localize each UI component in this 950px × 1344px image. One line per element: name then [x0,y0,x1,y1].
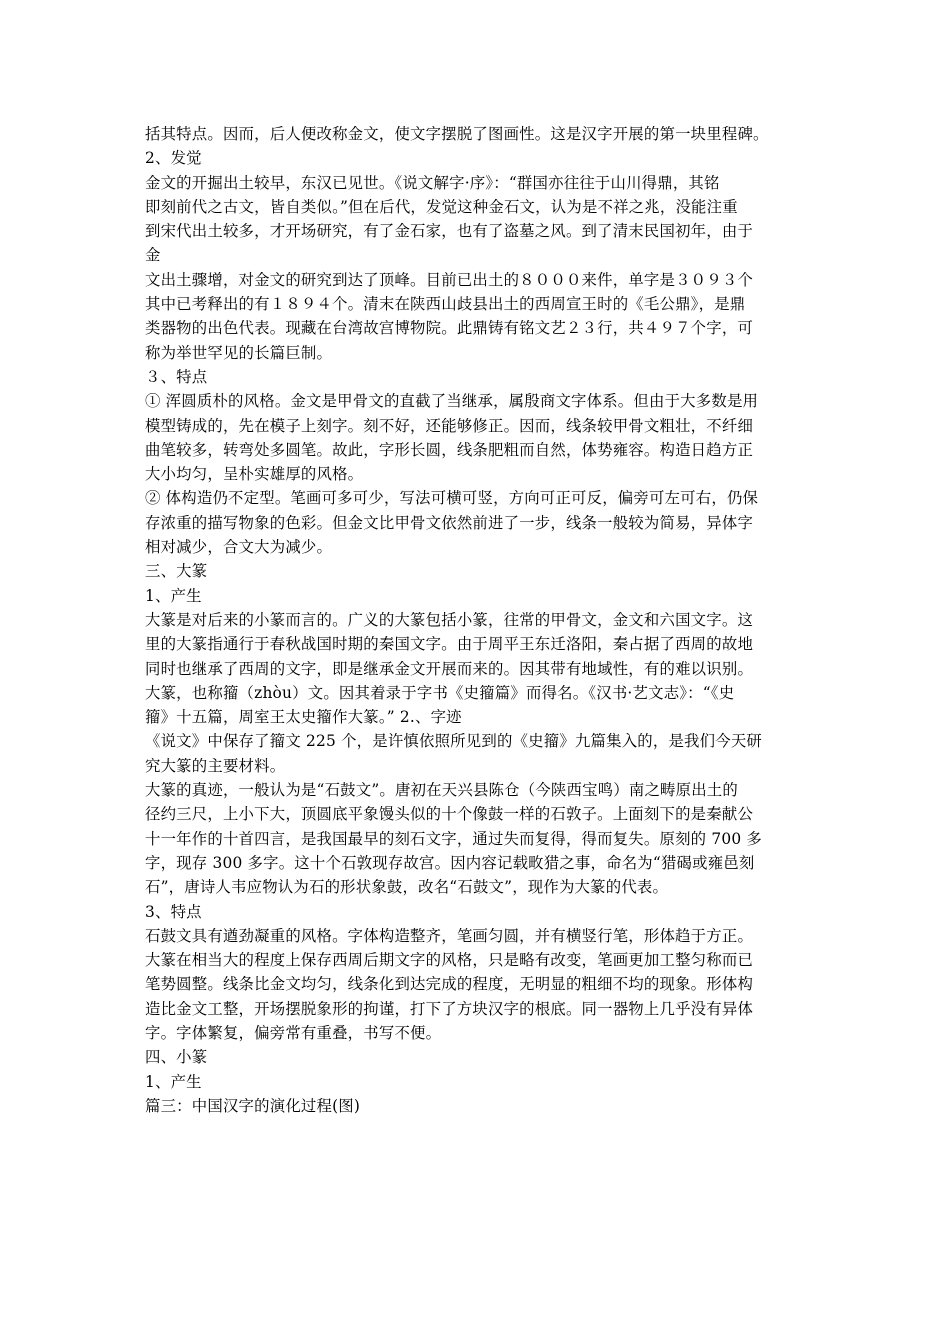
text-line: 文出土骤增，对金文的研究到达了顶峰。目前已出土的８０００来件，单字是３０９３个 [145,270,754,289]
text-line: ① 浑圆质朴的风格。金文是甲骨文的直截了当继承，属殷商文字体系。但由于大多数是用 [145,392,759,411]
text-line: 《说文》中保存了籀文 225 个，是许慎依照所见到的《史籀》九篇集入的，是我们今天研 [145,732,763,751]
text-line: 同时也继承了西周的文字，即是继承金文开展而来的。因其带有地域性，有的难以识别。 [145,659,754,678]
text-line: 2、发觉 [145,149,202,168]
text-line: 金文的开掘出土较早，东汉已见世。《说文解字·序》：“群国亦往往于山川得鼎，其铭 [145,173,720,192]
text-line: ３、特点 [145,367,208,386]
text-line: 到宋代出土较多，才开场研究，有了金石家，也有了盗墓之风。到了清末民国初年，由于 [145,222,754,241]
text-line: 四、小篆 [145,1048,208,1067]
text-line: 三、大篆 [145,562,208,581]
text-line: 即刻前代之古文，皆自类似。”但在后代，发觉这种金石文，认为是不祥之兆，没能注重 [145,197,738,216]
text-line: 究大篆的主要材料。 [145,756,286,775]
text-line: 模型铸成的，先在模子上刻字。刻不好，还能够修正。因而，线条较甲骨文粗壮，不纤细 [145,416,754,435]
text-line: 括其特点。因而，后人便改称金文，使文字摆脱了图画性。这是汉字开展的第一块里程碑。 [145,125,769,143]
text-line: 相对减少，合文大为减少。 [145,538,333,557]
text-line: 籀》十五篇，周室王太史籀作大篆。” 2.、字迹 [145,708,462,727]
text-line: 金 [145,246,161,265]
text-line: 笔势圆整。线条比金文均匀，线条化到达完成的程度，无明显的粗细不均的现象。形体构 [145,975,754,994]
text-line: 称为举世罕见的长篇巨制。 [145,343,333,362]
text-line: 大篆，也称籀（zhòu）文。因其着录于字书《史籀篇》而得名。《汉书·艺文志》：“《史 [145,683,735,702]
text-line: 1、产生 [145,1072,202,1091]
text-line: 石”，唐诗人韦应物认为石的形状象鼓，改名“石鼓文”，现作为大篆的代表。 [145,878,669,897]
text-line: 1、产生 [145,586,202,605]
text-line: 大篆是对后来的小篆而言的。广义的大篆包括小篆，往常的甲骨文，金文和六国文字。这 [145,610,754,629]
text-line: 十一年作的十首四言，是我国最早的刻石文字，通过失而复得，得而复失。原刻的 700 多 [145,829,763,848]
text-line: 3、特点 [145,902,202,921]
document-body [145,122,810,1118]
text-line: 类器物的出色代表。现藏在台湾故宫博物院。此鼎铸有铭文艺２３行，共４９７个字，可 [145,319,754,338]
text-line: 大篆在相当大的程度上保存西周后期文字的风格，只是略有改变，笔画更加工整匀称而已 [145,951,754,970]
text-line: 大篆的真迹，一般认为是“石鼓文”。唐初在天兴县陈仓（今陕西宝鸣）南之畴原出土的 [145,781,738,800]
text-line: 字。字体繁复，偏旁常有重叠，书写不便。 [145,1023,442,1042]
text-line: 石鼓文具有遒劲凝重的风格。字体构造整齐，笔画匀圆，并有横竖行笔，形体趋于方正。 [145,926,754,945]
text-line: 篇三：中国汉字的演化过程(图) [145,1096,361,1115]
text-line: 径约三尺，上小下大，顶圆底平象馒头似的十个像鼓一样的石敦子。上面刻下的是秦献公 [145,805,754,824]
text-line: 字，现存 300 多字。这十个石敦现存故宫。因内容记载畋猎之事，命名为“猎碣或雍邑刻 [145,853,755,872]
text-line: 大小均匀，呈朴实雄厚的风格。 [145,465,364,484]
text-line: 里的大篆指通行于春秋战国时期的秦国文字。由于周平王东迁洛阳，秦占据了西周的故地 [145,635,754,654]
text-line: 造比金文工整，开场摆脱象形的拘谨，打下了方块汉字的根底。同一器物上几乎没有异体 [145,999,754,1018]
text-line: 存浓重的描写物象的色彩。但金文比甲骨文依然前进了一步，线条一般较为简易，异体字 [145,513,754,532]
text-line: ② 体构造仍不定型。笔画可多可少，写法可横可竖，方向可正可反，偏旁可左可右，仍保 [145,489,759,508]
text-line: 曲笔较多，转弯处多圆笔。故此，字形长圆，线条肥粗而自然，体势雍容。构造日趋方正 [145,440,754,459]
text-line: 其中已考释出的有１８９４个。清末在陕西山歧县出土的西周宣王时的《毛公鼎》，是鼎 [145,295,746,314]
